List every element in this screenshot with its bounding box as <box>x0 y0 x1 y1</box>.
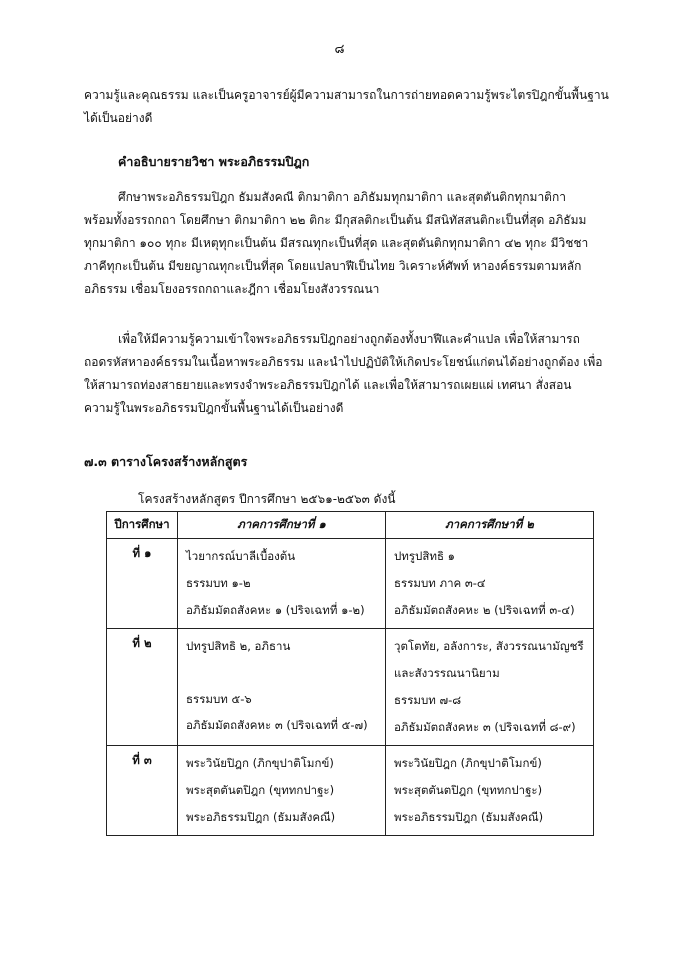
course-item: อภิธัมมัตถสังคหะ ๓ (ปริจเฉทที่ ๕-๗) <box>186 718 368 732</box>
intro-paragraph <box>84 84 609 130</box>
intro-line: ได้เป็นอย่างดี <box>84 111 153 125</box>
semester-1-cell <box>178 629 386 746</box>
course-item: พระวินัยปิฎก (ภิกขุปาติโมกข์) <box>186 756 334 770</box>
table-caption: โครงสร้างหลักสูตร ปีการศึกษา ๒๕๖๑-๒๕๖๓ ดังนี้ <box>138 492 396 506</box>
objective-line: ความรู้ในพระอภิธรรมปิฎกขั้นพื้นฐานได้เป็นอย่างดี <box>84 401 344 415</box>
objective-paragraph <box>84 328 603 420</box>
description-line: ภาคีทุกะเป็นต้น มีขยญาณทุกะเป็นที่สุด โดยแปลบาฬีเป็นไทย วิเคราะห์ศัพท์ หาองค์ธรรมตามหลัก <box>84 259 582 273</box>
table-row <box>107 629 594 746</box>
course-item: ปทรูปสิทธิ ๑ <box>394 549 455 563</box>
header-year: ปีการศึกษา <box>107 512 178 539</box>
course-item: ไวยากรณ์บาลีเบื้องต้น <box>186 549 296 563</box>
semester-1-cell <box>178 539 386 629</box>
course-item: พระวินัยปิฎก (ภิกขุปาติโมกข์) <box>394 756 542 770</box>
intro-line: ความรู้และคุณธรรม และเป็นครูอาจารย์ผู้มีความสามารถในการถ่ายทอดความรู้พระไตรปิฎกขั้นพื้นฐาน <box>84 88 609 102</box>
table-row <box>107 539 594 629</box>
description-line: อภิธรรม เชื่อมโยงอรรถกถาและฎีกา เชื่อมโยงสังวรรณนา <box>84 282 380 296</box>
course-heading: คำอธิบายรายวิชา พระอภิธรรมปิฎก <box>118 154 310 169</box>
page-number: ๘ <box>334 42 345 57</box>
objective-line: ให้สามารถท่องสาธยายและทรงจำพระอภิธรรมปิฎกได้ และเพื่อให้สามารถเผยแผ่ เทศนา สั่งสอน <box>84 378 572 392</box>
course-item: ธรรมบท ๕-๖ <box>186 692 252 706</box>
course-item: อภิธัมมัตถสังคหะ ๒ (ปริจเฉทที่ ๓-๔) <box>394 603 575 617</box>
year-cell: ที่ ๒ <box>107 629 178 746</box>
course-item: อภิธัมมัตถสังคหะ ๑ (ปริจเฉทที่ ๑-๒) <box>186 603 365 617</box>
objective-line: เพื่อให้มีความรู้ความเข้าใจพระอภิธรรมปิฎกอย่างถูกต้องทั้งบาฬีและคำแปล เพื่อให้สามารถ <box>118 332 580 346</box>
table-row <box>107 746 594 836</box>
semester-2-cell <box>386 629 594 746</box>
year-cell: ที่ ๓ <box>107 746 178 836</box>
course-item: พระอภิธรรมปิฎก (ธัมมสังคณี) <box>186 810 336 824</box>
course-item: พระสุตตันตปิฎก (ขุททกปาฐะ) <box>186 783 335 797</box>
description-line: ทุกมาติกา ๑๐๐ ทุกะ มีเหตุทุกะเป็นต้น มีสรณทุกะเป็นที่สุด และสุตตันติกทุกมาติกา ๔๒ ทุกะ มีวิชชา <box>84 236 589 250</box>
description-paragraph <box>84 186 596 301</box>
year-cell: ที่ ๑ <box>107 539 178 629</box>
header-semester-2: ภาคการศึกษาที่ ๒ <box>386 512 594 539</box>
description-line: พร้อมทั้งอรรถกถา โดยศึกษา ติกมาติกา ๒๒ ติกะ มีกุสลติกะเป็นต้น มีสนิทัสสนติกะเป็นที่สุด อภิธัมม <box>84 213 587 227</box>
course-item: ธรรมบท ภาค ๓-๔ <box>394 576 486 590</box>
description-line: ศึกษาพระอภิธรรมปิฎก ธัมมสังคณี ติกมาติกา อภิธัมมทุกมาติกา และสุตตันติกทุกมาติกา <box>118 190 566 204</box>
semester-2-cell <box>386 746 594 836</box>
curriculum-table <box>106 511 594 836</box>
header-semester-1: ภาคการศึกษาที่ ๑ <box>178 512 386 539</box>
course-item: ธรรมบท ๑-๒ <box>186 576 251 590</box>
semester-1-cell <box>178 746 386 836</box>
course-item: และสังวรรณนานิยาม <box>394 666 500 680</box>
table-header-row <box>107 512 594 539</box>
semester-2-cell <box>386 539 594 629</box>
course-item: ธรรมบท ๗-๘ <box>394 693 462 707</box>
course-item: อภิธัมมัตถสังคหะ ๓ (ปริจเฉทที่ ๘-๙) <box>394 720 576 734</box>
section-heading: ๗.๓ ตารางโครงสร้างหลักสูตร <box>84 454 248 469</box>
course-item: พระสุตตันตปิฎก (ขุททกปาฐะ) <box>394 783 543 797</box>
course-item: ปทรูปสิทธิ ๒, อภิธาน <box>186 639 291 653</box>
course-item: พระอภิธรรมปิฎก (ธัมมสังคณี) <box>394 810 544 824</box>
objective-line: ถอดรหัสหาองค์ธรรมในเนื้อหาพระอภิธรรม และนำไปปฏิบัติให้เกิดประโยชน์แก่ตนได้อย่างถูกต้อง เพื่อ <box>84 355 603 369</box>
course-item: วุตโตทัย, อลังการะ, สังวรรณนามัญชรี <box>394 639 584 653</box>
